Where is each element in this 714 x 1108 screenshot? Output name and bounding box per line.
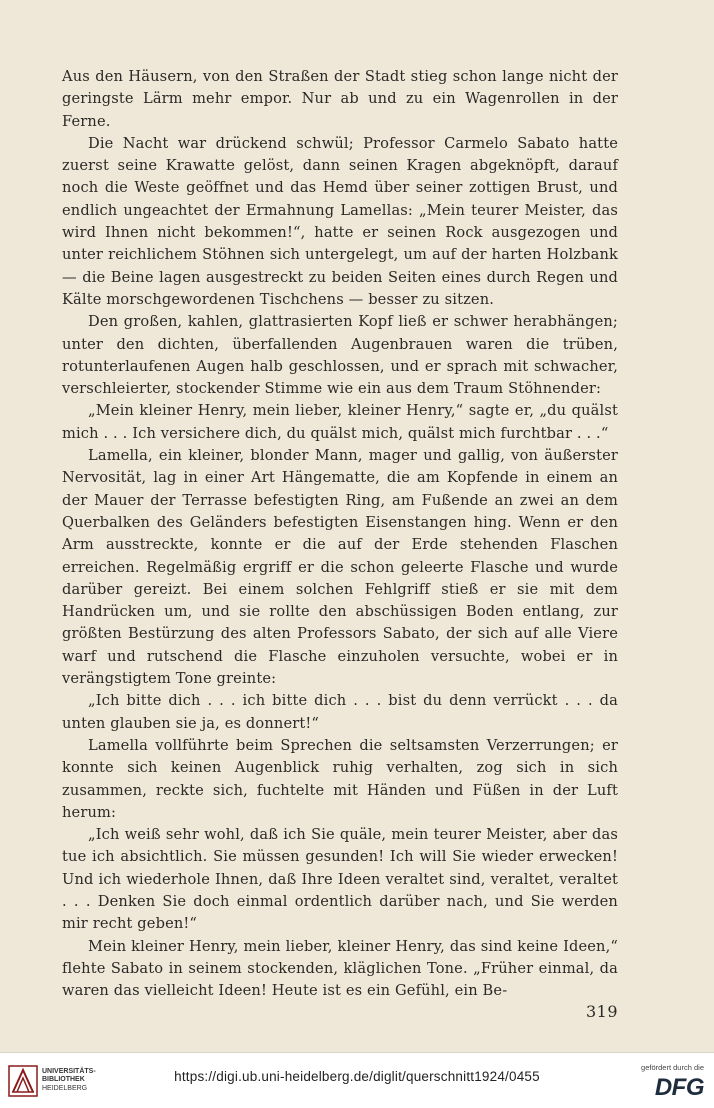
paragraph-3: Den großen, kahlen, glattrasierten Kopf ließ er schwer herabhängen; unter den dichten, überfallenden Augenbrauen waren die trüben, rotunterlaufenen Augen halb geschlossen, und er sprach mit schwacher, verschleierter, stockender Stimme wie ein aus dem Traum Stöhnender: bbox=[62, 313, 618, 398]
funding-note: gefördert durch die bbox=[641, 1063, 704, 1072]
paragraph-6: „Ich bitte dich . . . ich bitte dich . . . bist du denn verrückt . . . da unten glauben sie ja, es donnert!“ bbox=[62, 692, 618, 732]
paragraph-9: Mein kleiner Henry, mein lieber, kleiner Henry, das sind keine Ideen,“ flehte Sabato in seinem stockenden, kläglichen Tone. „Früher einmal, da waren das vielleicht Ideen! Heute ist es ein Gefühl, ein Be- bbox=[62, 937, 618, 1000]
dfg-logo[interactable]: DFG bbox=[654, 1074, 704, 1101]
paragraph-2: Die Nacht war drückend schwül; Professor Carmelo Sabato hatte zuerst seine Krawatte gelöst, dann seinen Kragen abgeknöpft, darauf noch die Weste geöffnet und das Hemd über seiner zottigen Brust, und endlich ungeachtet der Ermahnung Lamellas: „Mein teurer Meister, das wird Ihnen nicht bekommen!“, hatte er seinen Rock ausgezogen und unter reichlichem Stöhnen sich untergelegt, um auf der harten Holzbank — die Beine lagen ausgestreckt zu beiden Seiten eines durch Regen und Kälte morschgewordenen Tischchens — besser zu sitzen. bbox=[62, 134, 618, 308]
permalink-url[interactable]: https://digi.ub.uni-heidelberg.de/diglit/querschnitt1924/0455 bbox=[174, 1069, 540, 1084]
paragraph-5: Lamella, ein kleiner, blonder Mann, mager und gallig, von äußerster Nervosität, lag in einer Art Hängematte, die am Kopfende in einem an der Mauer der Terrasse befestigten Ring, am Fußende an zwei an dem Querbalken des Geländers befestigten Eisenstangen hing. Wenn er den Arm ausstreckte, konnte er die auf der Erde stehenden Flaschen erreichen. Regelmäßig ergriff er die schon geleerte Flasche und wurde darüber gereizt. Bei einem solchen Fehlgriff stieß er sie mit dem Handrücken um, und sie rollte den abschüssigen Boden entlang, zur größten Bestürzung des alten Professors Sabato, der sich auf alle Viere warf und rutschend die Flasche einzuholen versuchte, wobei er in verängstigtem Tone greinte: bbox=[62, 447, 618, 688]
library-name-line-2: BIBLIOTHEK bbox=[42, 1076, 85, 1084]
paragraph-8: „Ich weiß sehr wohl, daß ich Sie quäle, mein teurer Meister, aber das tue ich absichtlich. Sie müssen gesunden! Ich will Sie wieder erwecken! Und ich wiederhole Ihnen, daß Ihre Ideen veraltet sind, veraltet, veraltet . . . Denken Sie doch einmal ordentlich darüber nach, und Sie werden mir recht geben!“ bbox=[62, 826, 618, 933]
library-name-line-3: HEIDELBERG bbox=[42, 1084, 88, 1092]
body-text bbox=[62, 66, 618, 1002]
library-name-line-1: UNIVERSITÄTS- bbox=[42, 1068, 96, 1075]
paragraph-1: Aus den Häusern, von den Straßen der Stadt stieg schon lange nicht der geringste Lärm mehr empor. Nur ab und zu ein Wagenrollen in der Ferne. bbox=[62, 68, 618, 130]
page-number: 319 bbox=[585, 1002, 618, 1021]
paragraph-7: Lamella vollführte beim Sprechen die seltsamsten Verzerrungen; er konnte sich keinen Augenblick ruhig verhalten, zog sich in sich zusammen, reckte sich, fuchtelte mit Händen und Füßen in der Luft herum: bbox=[62, 736, 618, 821]
viewer-footer bbox=[0, 1052, 714, 1108]
paragraph-4: „Mein kleiner Henry, mein lieber, kleiner Henry,“ sagte er, „du quälst mich . . . Ich versichere dich, du quälst mich, quälst mich furchtbar . . .“ bbox=[62, 402, 618, 442]
